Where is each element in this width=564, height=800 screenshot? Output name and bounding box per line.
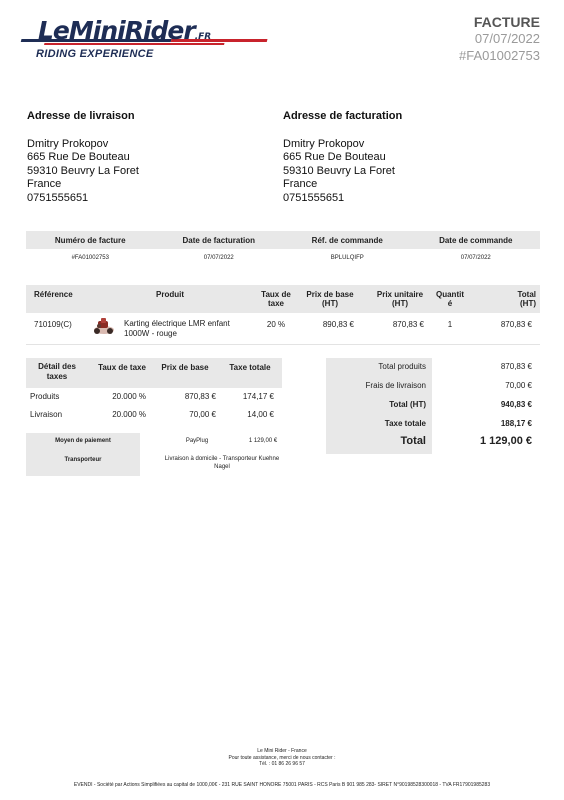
billing-street: 665 Rue De Bouteau (283, 151, 386, 163)
totals-products-row (326, 362, 540, 381)
invoice-date: 07/07/2022 (474, 31, 540, 46)
invoice-info-order-date: 07/07/2022 (460, 255, 491, 261)
shipping-address (27, 110, 139, 205)
billing-country: France (283, 178, 318, 190)
totals-ht-value: 940,83 € (500, 400, 532, 409)
tax-col-base: Prix de base (161, 363, 209, 372)
tax-col-detail: Détail des taxes (38, 362, 76, 381)
billing-address (283, 110, 402, 205)
invoice-info-date: 07/07/2022 (203, 255, 234, 261)
footer-phone: Tél. : 01 86 26 96 57 (259, 761, 305, 767)
totals-ht-label: Total (HT) (389, 400, 426, 409)
page-footer (0, 748, 564, 788)
tax-row-shipping: Livraison 20.000 % 70,00 € 14,00 € (30, 410, 274, 419)
carrier-value: Livraison à domicile - Transporteur Kuehne Nagel (164, 456, 280, 470)
payment-method-label-cell (26, 433, 140, 451)
invoice-info-col-order-date: Date de commande (439, 235, 513, 245)
totals-grand-value: 1 129,00 € (480, 435, 532, 447)
shipping-street: 665 Rue De Bouteau (27, 151, 130, 163)
products-col-unit-price: Prix unitaire (HT) (376, 290, 424, 308)
invoice-info-header (26, 231, 540, 249)
invoice-info-col-number: Numéro de facture (54, 235, 126, 245)
tax-row-products: Produits 20.000 % 870,83 € 174,17 € (30, 392, 274, 401)
logo-name: LeMiniRider (38, 16, 195, 45)
carrier-label-cell (26, 451, 140, 476)
totals-shipping-label: Frais de livraison (365, 381, 426, 390)
billing-name: Dmitry Prokopov (283, 137, 365, 150)
payment-method-value: PayPlug (185, 438, 209, 444)
product-base-price: 890,83 € (322, 320, 354, 329)
payment-method-label: Moyen de paiement (55, 438, 111, 444)
brand-logo (28, 14, 278, 62)
product-unit-price: 870,83 € (392, 320, 424, 329)
tax-detail-header (26, 358, 282, 388)
tax-col-total: Taxe totale (229, 363, 271, 372)
product-name: Karting électrique LMR enfant 1000W - rouge (124, 319, 230, 338)
products-col-total: Total (HT) (517, 290, 536, 308)
footer-support: Pour toute assistance, merci de nous contacter : (228, 754, 336, 761)
totals-tax-label: Taxe totale (384, 419, 426, 428)
billing-phone: 0751555651 (283, 191, 345, 204)
totals-grand-row (326, 435, 540, 454)
products-col-reference: Référence (34, 290, 73, 299)
footer-company: Le Mini Rider - France (257, 748, 307, 754)
product-row (26, 313, 540, 345)
invoice-header (459, 14, 540, 64)
billing-city: 59310 Beuvry La Foret (283, 164, 395, 177)
products-col-quantity: Quantit é (436, 290, 464, 308)
invoice-info-row (26, 251, 540, 265)
invoice-info-col-date: Date de facturation (182, 235, 255, 245)
payment-method-amount: 1 129,00 € (248, 438, 278, 444)
logo-tagline: RIDING EXPERIENCE (36, 48, 154, 60)
product-quantity: 1 (447, 320, 453, 329)
billing-address-title: Adresse de facturation (283, 110, 403, 122)
shipping-country: France (27, 178, 62, 190)
totals-tax-value: 188,17 € (500, 419, 532, 428)
invoice-info-order-ref: BPLULQIFP (330, 255, 364, 261)
products-col-base-price: Prix de base (HT) (306, 290, 354, 308)
kart-thumbnail-icon (92, 315, 116, 337)
shipping-address-title: Adresse de livraison (27, 110, 135, 122)
invoice-info-number: #FA01002753 (71, 255, 109, 261)
tax-col-rate: Taux de taxe (98, 363, 146, 372)
totals-shipping-row (326, 381, 540, 400)
product-reference: 710109(C) (34, 320, 72, 329)
product-tax: 20 % (266, 320, 286, 329)
logo-suffix: .FR (194, 32, 212, 42)
totals-grand-label: Total (400, 435, 426, 447)
invoice-info-col-order-ref: Réf. de commande (311, 235, 383, 245)
totals-products-label: Total produits (378, 362, 426, 371)
shipping-phone: 0751555651 (27, 191, 89, 204)
products-col-product: Produit (156, 290, 184, 299)
shipping-city: 59310 Beuvry La Foret (27, 164, 139, 177)
products-table-header (26, 285, 540, 313)
footer-legal: EVENDI - Société par Actions Simplifiées au capital de 1000,00€ - 231 RUE SAINT HONORE 75001 PARIS - RCS Paris B 901 985 283- SIRET N°90198528300018 - TVA FR17901985283 (73, 781, 491, 788)
totals-products-value: 870,83 € (500, 362, 532, 371)
product-total: 870,83 € (500, 320, 532, 329)
products-col-tax: Taux de taxe (261, 290, 291, 308)
totals-shipping-value: 70,00 € (505, 381, 532, 390)
shipping-name: Dmitry Prokopov (27, 137, 109, 150)
carrier-label: Transporteur (64, 457, 102, 463)
invoice-title: FACTURE (473, 14, 540, 30)
invoice-number: #FA01002753 (459, 48, 540, 63)
totals-ht-row (326, 400, 540, 419)
